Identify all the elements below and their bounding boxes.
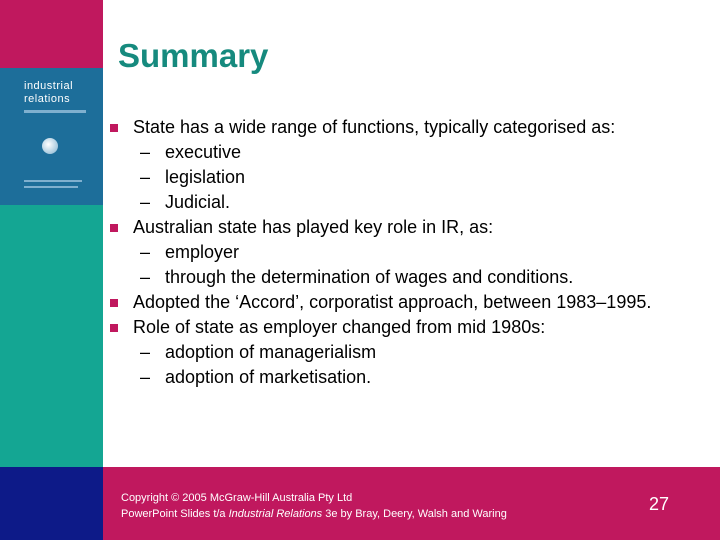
sub-bullet-item: [109, 265, 709, 290]
bullet-text: adoption of marketisation.: [165, 367, 372, 387]
sidebar-navy-block: [0, 467, 103, 540]
book-cover-subtitle-line: [24, 110, 86, 113]
bullet-marker-icon: [110, 299, 118, 307]
sub-bullet-item: [109, 190, 709, 215]
bullet-text: Adopted the ‘Accord’, corporatist approach, between 1983–1995.: [133, 292, 652, 312]
bullet-item: [109, 315, 709, 340]
book-title-line1: industrial: [24, 80, 74, 92]
dash-marker-icon: –: [140, 242, 151, 262]
dash-marker-icon: –: [140, 342, 151, 362]
sub-bullet-item: [109, 165, 709, 190]
copyright-line: Copyright © 2005 McGraw-Hill Australia Pty Ltd: [121, 492, 353, 504]
credits-suffix: 3e by Bray, Deery, Walsh and Waring: [322, 508, 507, 520]
globe-icon: [42, 138, 58, 154]
sub-bullet-item: [109, 340, 709, 365]
page-title: Summary: [118, 37, 269, 74]
dash-marker-icon: –: [140, 142, 151, 162]
bullet-item: [109, 290, 673, 315]
bullet-marker-icon: [110, 324, 118, 332]
dash-marker-icon: –: [140, 367, 151, 387]
sub-bullet-item: [109, 365, 709, 390]
bullet-text: employer: [165, 242, 240, 262]
bullet-item: [109, 115, 673, 140]
sidebar-teal-block: [0, 205, 103, 467]
book-cover-author-line: [24, 180, 82, 182]
bullet-text: Australian state has played key role in IR, as:: [133, 217, 494, 237]
bullet-text: through the determination of wages and conditions.: [165, 267, 574, 287]
bullet-text: executive: [165, 142, 242, 162]
bullet-marker-icon: [110, 224, 118, 232]
credits-prefix: PowerPoint Slides t/a: [121, 508, 229, 520]
book-cover-title: [24, 80, 73, 106]
bullet-text: legislation: [165, 167, 246, 187]
credits-line: [121, 506, 507, 522]
dash-marker-icon: –: [140, 267, 151, 287]
bullet-list: [109, 115, 709, 390]
book-cover-author-line: [24, 186, 78, 188]
bullet-text: Judicial.: [165, 192, 231, 212]
bullet-item: [109, 215, 709, 240]
sidebar: [0, 0, 103, 540]
dash-marker-icon: –: [140, 167, 151, 187]
sub-bullet-item: [109, 240, 709, 265]
sidebar-magenta-block: [0, 0, 103, 68]
bullet-text: adoption of managerialism: [165, 342, 377, 362]
dash-marker-icon: –: [140, 192, 151, 212]
sub-bullet-item: [109, 140, 709, 165]
book-title-line2: relations: [24, 93, 71, 105]
bullet-text: Role of state as employer changed from mid 1980s:: [133, 317, 546, 337]
bullet-text: State has a wide range of functions, typically categorised as:: [133, 117, 616, 137]
footer-copyright: [121, 490, 507, 522]
bullet-marker-icon: [110, 124, 118, 132]
book-title-italic: Industrial Relations: [228, 508, 323, 520]
page-number: 27: [648, 494, 670, 514]
